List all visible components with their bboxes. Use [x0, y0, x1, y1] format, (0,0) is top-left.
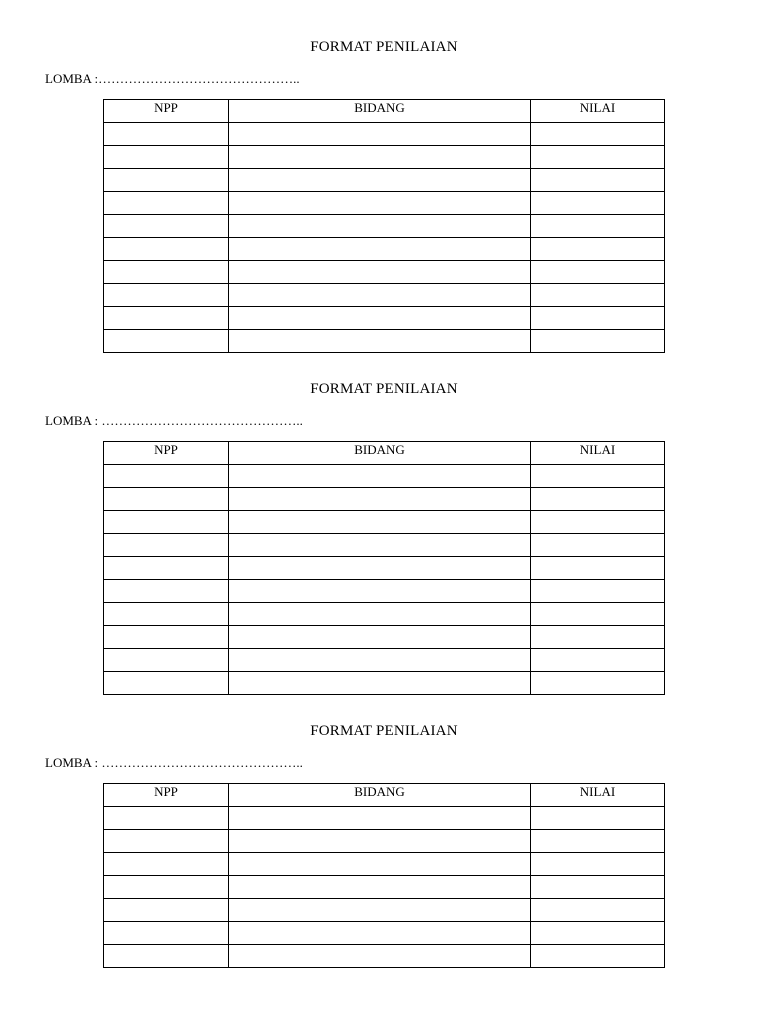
table-row: [104, 511, 665, 534]
bidang-cell: [229, 649, 531, 672]
table-row: [104, 899, 665, 922]
npp-cell: [104, 307, 229, 330]
table-row: [104, 876, 665, 899]
nilai-cell: [531, 238, 665, 261]
bidang-cell: [229, 945, 531, 968]
npp-cell: [104, 534, 229, 557]
npp-cell: [104, 238, 229, 261]
table-row: [104, 626, 665, 649]
bidang-cell: [229, 330, 531, 353]
nilai-cell: [531, 672, 665, 695]
table-row: [104, 922, 665, 945]
bidang-cell: [229, 284, 531, 307]
npp-cell: [104, 488, 229, 511]
npp-cell: [104, 876, 229, 899]
bidang-cell: [229, 626, 531, 649]
bidang-cell: [229, 215, 531, 238]
nilai-cell: [531, 922, 665, 945]
table-row: [104, 261, 665, 284]
bidang-cell: [229, 580, 531, 603]
nilai-cell: [531, 307, 665, 330]
table-header-row: [104, 100, 665, 123]
nilai-cell: [531, 465, 665, 488]
nilai-cell: [531, 580, 665, 603]
npp-cell: [104, 330, 229, 353]
npp-cell: [104, 922, 229, 945]
npp-cell: [104, 626, 229, 649]
bidang-cell: [229, 192, 531, 215]
form-title: FORMAT PENILAIAN: [310, 723, 458, 739]
table-row: [104, 807, 665, 830]
nilai-cell: [531, 123, 665, 146]
table-row: [104, 169, 665, 192]
nilai-cell: [531, 261, 665, 284]
table-row: [104, 238, 665, 261]
nilai-cell: [531, 603, 665, 626]
npp-cell: [104, 580, 229, 603]
nilai-cell: [531, 649, 665, 672]
header-npp: NPP: [104, 442, 229, 465]
npp-cell: [104, 807, 229, 830]
table-row: [104, 123, 665, 146]
table-row: [104, 307, 665, 330]
table-row: [104, 465, 665, 488]
header-nilai: NILAI: [531, 442, 665, 465]
bidang-cell: [229, 807, 531, 830]
bidang-cell: [229, 488, 531, 511]
header-bidang: BIDANG: [229, 784, 531, 807]
table-row: [104, 330, 665, 353]
bidang-cell: [229, 830, 531, 853]
lomba-label: LOMBA :………………………………………..: [45, 71, 300, 86]
table-row: [104, 192, 665, 215]
table-row: [104, 215, 665, 238]
nilai-cell: [531, 557, 665, 580]
bidang-cell: [229, 465, 531, 488]
table-row: [104, 580, 665, 603]
bidang-cell: [229, 672, 531, 695]
bidang-cell: [229, 123, 531, 146]
nilai-cell: [531, 807, 665, 830]
table-header-row: [104, 442, 665, 465]
npp-cell: [104, 603, 229, 626]
table-row: [104, 146, 665, 169]
header-nilai: NILAI: [531, 100, 665, 123]
header-npp: NPP: [104, 100, 229, 123]
nilai-cell: [531, 330, 665, 353]
nilai-cell: [531, 626, 665, 649]
bidang-cell: [229, 146, 531, 169]
nilai-cell: [531, 169, 665, 192]
npp-cell: [104, 945, 229, 968]
form-title: FORMAT PENILAIAN: [310, 39, 458, 55]
npp-cell: [104, 649, 229, 672]
nilai-cell: [531, 488, 665, 511]
nilai-cell: [531, 511, 665, 534]
nilai-cell: [531, 899, 665, 922]
nilai-cell: [531, 534, 665, 557]
bidang-cell: [229, 922, 531, 945]
npp-cell: [104, 261, 229, 284]
table-row: [104, 945, 665, 968]
bidang-cell: [229, 511, 531, 534]
bidang-cell: [229, 169, 531, 192]
bidang-cell: [229, 307, 531, 330]
header-bidang: BIDANG: [229, 442, 531, 465]
table-header-row: [104, 784, 665, 807]
table-row: [104, 534, 665, 557]
bidang-cell: [229, 899, 531, 922]
header-bidang: BIDANG: [229, 100, 531, 123]
npp-cell: [104, 146, 229, 169]
npp-cell: [104, 215, 229, 238]
bidang-cell: [229, 853, 531, 876]
form-title: FORMAT PENILAIAN: [310, 381, 458, 397]
nilai-cell: [531, 284, 665, 307]
table-row: [104, 557, 665, 580]
npp-cell: [104, 830, 229, 853]
npp-cell: [104, 557, 229, 580]
table-row: [104, 830, 665, 853]
bidang-cell: [229, 261, 531, 284]
nilai-cell: [531, 146, 665, 169]
npp-cell: [104, 169, 229, 192]
lomba-label: LOMBA : ………………………………………..: [45, 413, 303, 428]
npp-cell: [104, 511, 229, 534]
score-table: [103, 441, 665, 695]
nilai-cell: [531, 876, 665, 899]
npp-cell: [104, 123, 229, 146]
bidang-cell: [229, 534, 531, 557]
nilai-cell: [531, 830, 665, 853]
table-row: [104, 603, 665, 626]
bidang-cell: [229, 876, 531, 899]
nilai-cell: [531, 945, 665, 968]
nilai-cell: [531, 215, 665, 238]
npp-cell: [104, 899, 229, 922]
score-table: [103, 99, 665, 353]
table-row: [104, 488, 665, 511]
npp-cell: [104, 284, 229, 307]
npp-cell: [104, 465, 229, 488]
table-row: [104, 672, 665, 695]
bidang-cell: [229, 238, 531, 261]
header-npp: NPP: [104, 784, 229, 807]
lomba-label: LOMBA : ………………………………………..: [45, 755, 303, 770]
table-row: [104, 284, 665, 307]
bidang-cell: [229, 603, 531, 626]
npp-cell: [104, 853, 229, 876]
nilai-cell: [531, 853, 665, 876]
table-row: [104, 649, 665, 672]
nilai-cell: [531, 192, 665, 215]
npp-cell: [104, 192, 229, 215]
table-row: [104, 853, 665, 876]
header-nilai: NILAI: [531, 784, 665, 807]
score-table: [103, 783, 665, 968]
bidang-cell: [229, 557, 531, 580]
npp-cell: [104, 672, 229, 695]
